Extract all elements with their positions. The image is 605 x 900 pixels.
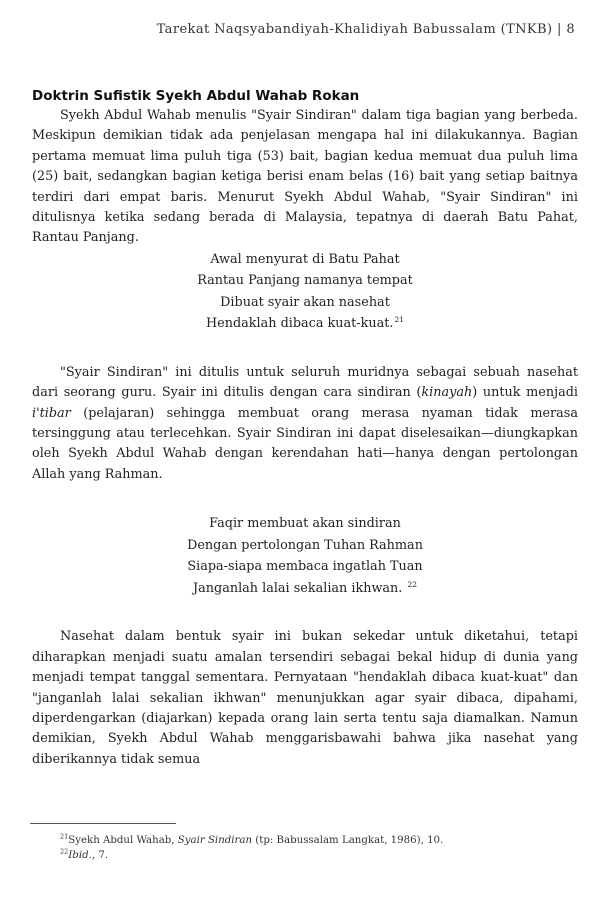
verse-2 [32,513,578,599]
verse-2-line-2: Dengan pertolongan Tuhan Rahman [187,537,423,553]
footnotes [30,823,576,863]
footnote-22-number: 22 [60,847,69,856]
verse-1-line-3: Dibuat syair akan nasehat [220,294,390,310]
section-title: Doktrin Sufistik Syekh Abdul Wahab Rokan [32,88,360,104]
paragraph-3: Nasehat dalam bentuk syair ini bukan sekedar untuk diketahui, tetapi diharapkan menjadi suatu amalan tersendiri sebagai bekal hidup di dunia yang menjadi tempat tanggal sementara. Pernyataan "hendaklah dibaca kuat-kuat" dan "janganlah lalai sekalian ikhwan" menunjukkan agar syair dibaca, dipahami, diperdengarkan (diajarkan) kepada orang lain serta tentu saja diamalkan. Namun demikian, Syekh Abdul Wahab menggarisbawahi bahwa jika nasehat yang diberikannya tidak semua [32,629,578,767]
verse-2-line-4-text: Janganlah lalai sekalian ikhwan. [193,580,403,596]
footnote-divider [30,823,176,824]
term-kinayah: kinayah [421,385,473,401]
main-content [32,88,578,770]
verse-1-line-1: Awal menyurat di Batu Pahat [210,251,400,267]
footnote-21-text-1: Syekh Abdul Wahab, [68,835,178,846]
verse-1 [32,249,578,335]
term-itibar: i'tibar [32,405,71,421]
paragraph-2-text-2: ) untuk menjadi [472,385,578,401]
footnote-22-text-2: , 7. [91,850,109,861]
paragraph-2-text-1: "Syair Sindiran" ini ditulis untuk seluruh muridnya sebagai sebuah nasehat dari seorang guru. Syair ini ditulis dengan cara sindiran ( [32,364,578,401]
footnote-22 [30,848,576,863]
footnote-21-number: 21 [60,832,69,841]
footnote-ref-21[interactable]: 21 [394,315,405,325]
footnote-22-ibid: Ibid. [68,850,92,861]
paragraph-2 [32,363,578,485]
verse-1-line-2: Rantau Panjang namanya tempat [197,273,413,289]
verse-1-line-4-text: Hendaklah dibaca kuat-kuat. [205,316,394,332]
running-header: Tarekat Naqsyabandiyah-Khalidiyah Babussalam (TNKB) | 8 [156,22,575,37]
paragraph-1: Syekh Abdul Wahab menulis "Syair Sindiran" dalam tiga bagian yang berbeda. Meskipun demikian tidak ada penjelasan mengapa hal ini dilakukannya. Bagian pertama memuat lima puluh tiga (53) bait, bagian kedua memuat dua puluh lima (25) bait, sedangkan bagian ketiga berisi enam belas (16) bait yang setiap baitnya terdiri dari empat baris. Menurut Syekh Abdul Wahab, "Syair Sindiran" ini ditulisnya ketika sedang berada di Malaysia, tepatnya di daerah Batu Pahat, Rantau Panjang. [32,108,578,246]
footnote-21-title: Syair Sindiran [177,835,253,846]
footnote-21 [30,833,576,848]
verse-1-line-4 [32,313,578,335]
verse-2-line-4 [32,578,578,600]
paragraph-2-text-3: (pelajaran) sehingga membuat orang merasa nyaman tidak merasa tersinggung atau terlecehkan. Syair Sindiran ini dapat diselesaikan—diungkapkan oleh Syekh Abdul Wahab dengan kerendahan hati—hanya dengan pertolongan Allah yang Rahman. [32,405,578,482]
verse-2-line-3: Siapa-siapa membaca ingatlah Tuan [187,559,423,575]
verse-2-line-1: Faqir membuat akan sindiran [209,516,401,532]
footnote-ref-22[interactable]: 22 [407,579,417,589]
footnote-21-text-2: (tp: Babussalam Langkat, 1986), 10. [252,835,444,846]
